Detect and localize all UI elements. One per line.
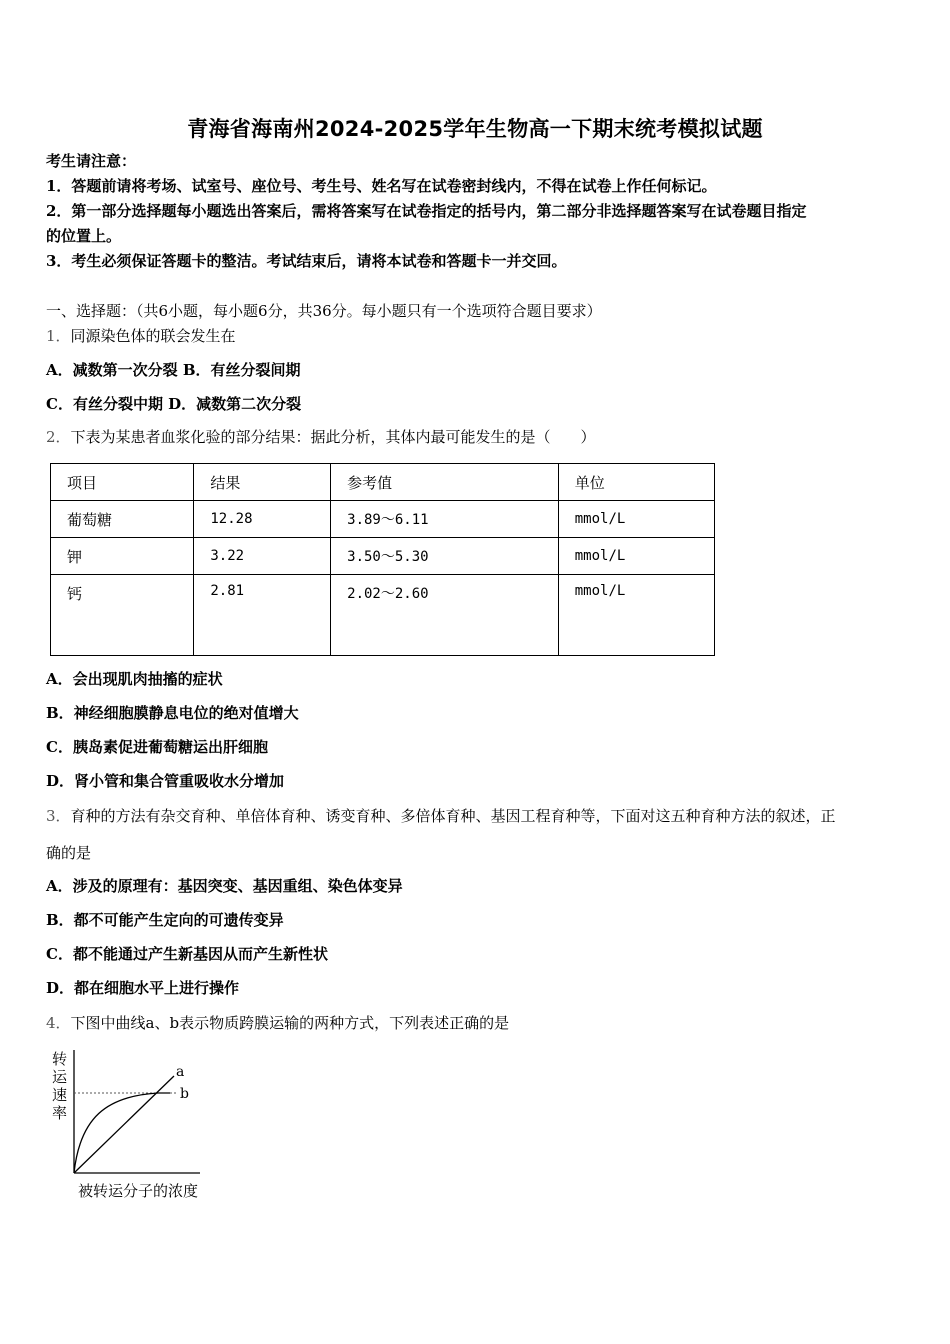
- page-title: 青海省海南州2024-2025学年生物高一下期末统考模拟试题: [187, 117, 763, 141]
- y-axis-label-char: 运: [52, 1068, 68, 1086]
- question-4: [46, 1013, 509, 1033]
- option-a: A．会出现肌肉抽搐的症状: [46, 670, 223, 688]
- question-number: 1．: [46, 327, 71, 345]
- option-c: C．胰岛素促进葡萄糖运出肝细胞: [46, 738, 268, 756]
- table-cell: 葡萄糖: [51, 501, 194, 538]
- table-cell: mmol/L: [558, 575, 714, 656]
- question-stem: 下表为某患者血浆化验的部分结果：据此分析，其体内最可能发生的是（ ）: [70, 428, 596, 446]
- question-stem: 下图中曲线a、b表示物质跨膜运输的两种方式，下列表述正确的是: [70, 1014, 510, 1032]
- curve-b-label: b: [180, 1086, 189, 1102]
- transport-rate-graph: [46, 1048, 236, 1203]
- question-1: [46, 326, 236, 346]
- notice-item: 1．答题前请将考场、试室号、座位号、考生号、姓名写在试卷密封线内，不得在试卷上作任何标记。: [46, 177, 717, 195]
- table-header-cell: 单位: [558, 464, 714, 501]
- question-stem-continued: 确的是: [46, 844, 92, 862]
- curve-a-label: a: [176, 1064, 185, 1080]
- table-row: [51, 538, 715, 575]
- x-axis-label: 被转运分子的浓度: [78, 1182, 199, 1200]
- table-cell: 钙: [51, 575, 194, 656]
- section-heading: 一、选择题：（共6小题，每小题6分，共36分。每小题只有一个选项符合题目要求）: [46, 302, 602, 320]
- curve-b: [74, 1093, 170, 1173]
- question-number: 2．: [46, 428, 71, 446]
- y-axis-label-char: 率: [52, 1104, 68, 1122]
- notice-item: 的位置上。: [46, 227, 122, 245]
- q1-options-row-2: C．有丝分裂中期 D．减数第二次分裂: [46, 395, 302, 413]
- question-2: [46, 427, 596, 447]
- notice-item: 2．第一部分选择题每小题选出答案后，需将答案写在试卷指定的括号内，第二部分非选择题答案写在试卷题目指定: [46, 202, 807, 220]
- table-cell: 3.22: [194, 538, 331, 575]
- table-row: [51, 501, 715, 538]
- y-axis-label-char: 速: [52, 1086, 68, 1104]
- question-3: [46, 806, 836, 826]
- table-cell: 2.81: [194, 575, 331, 656]
- y-axis-label-char: 转: [52, 1050, 68, 1068]
- table-cell: 3.50～5.30: [331, 538, 559, 575]
- table-header-cell: 项目: [51, 464, 194, 501]
- question-stem: 同源染色体的联会发生在: [70, 327, 236, 345]
- option-d: D．都在细胞水平上进行操作: [46, 979, 240, 997]
- table-row: [51, 575, 715, 656]
- question-stem: 育种的方法有杂交育种、单倍体育种、诱变育种、多倍体育种、基因工程育种等，下面对这五种育种方法的叙述，正: [70, 807, 836, 825]
- option-a: A．涉及的原理有：基因突变、基因重组、染色体变异: [46, 877, 403, 895]
- notice-heading: 考生请注意：: [46, 152, 137, 170]
- question-number: 3．: [46, 807, 71, 825]
- option-d: D．肾小管和集合管重吸收水分增加: [46, 772, 285, 790]
- table-cell: 2.02～2.60: [331, 575, 559, 656]
- option-b: B．都不可能产生定向的可遗传变异: [46, 911, 284, 929]
- table-cell: 钾: [51, 538, 194, 575]
- table-header-row: [51, 464, 715, 501]
- option-c: C．都不能通过产生新基因从而产生新性状: [46, 945, 328, 963]
- table-cell: 3.89～6.11: [331, 501, 559, 538]
- q1-options-row-1: A．减数第一次分裂 B．有丝分裂间期: [46, 361, 301, 379]
- table-header-cell: 结果: [194, 464, 331, 501]
- table-cell: mmol/L: [558, 501, 714, 538]
- table-header-cell: 参考值: [331, 464, 559, 501]
- notice-item: 3．考生必须保证答题卡的整洁。考试结束后，请将本试卷和答题卡一并交回。: [46, 252, 567, 270]
- lab-results-table: [50, 463, 715, 656]
- table-cell: mmol/L: [558, 538, 714, 575]
- question-number: 4．: [46, 1014, 71, 1032]
- option-b: B．神经细胞膜静息电位的绝对值增大: [46, 704, 299, 722]
- table-cell: 12.28: [194, 501, 331, 538]
